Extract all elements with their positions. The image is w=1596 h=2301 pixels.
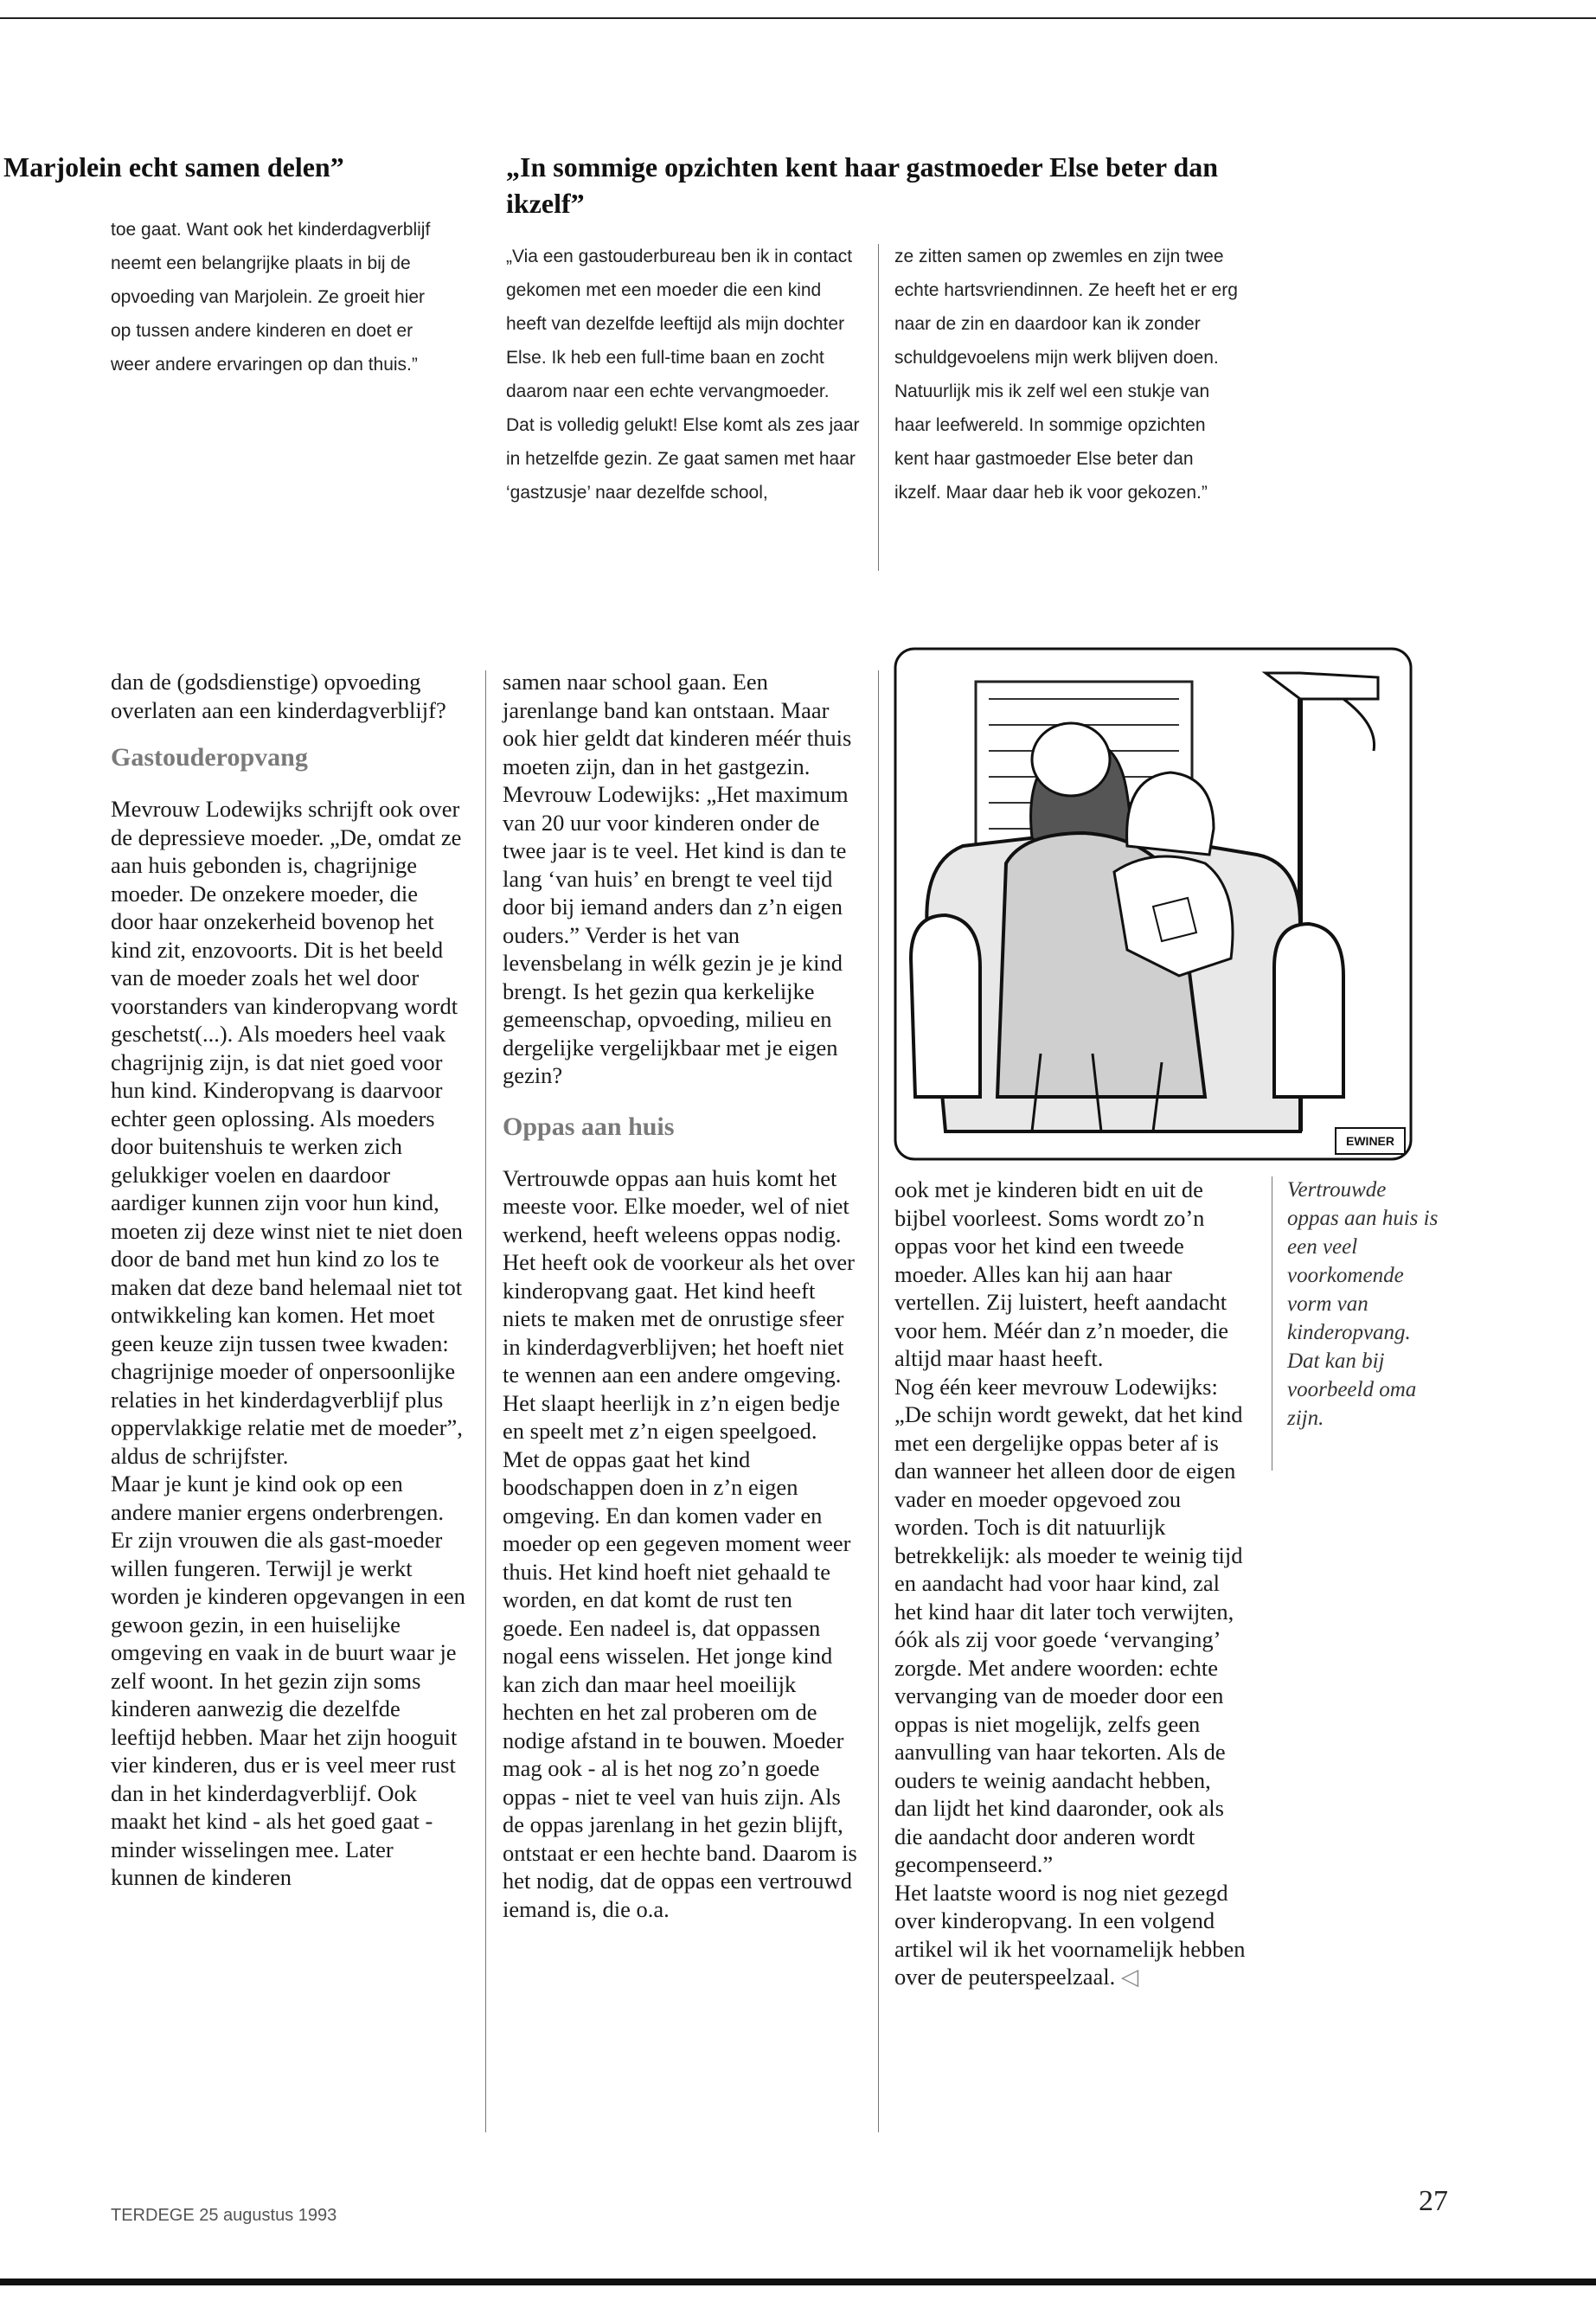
column-divider-2: [878, 670, 879, 2132]
col1-body-2: Maar je kunt je kind ook op een andere manier ergens onderbrengen. Er zijn vrouwen die als gast-moeder willen fungeren. Terwijl je werkt worden je kinderen opgevangen in een gewoon gezin, in een huiselijke omgeving en vaak in de buurt waar je zelf woont. In het gezin zijn soms kinderen aanwezig die dezelfde leeftijd hebben. Maar het zijn hooguit vier kinderen, dus er is veel meer rust dan in het kinderdagverblijf. Ook maakt het kind - als het goed gaat - minder wisselingen mee. Later kunnen de kinderen: [111, 1471, 465, 1890]
article-column-3: [894, 1176, 1249, 1991]
subheading-oppas-aan-huis: Oppas aan huis: [503, 1112, 675, 1141]
footer-publication: TERDEGE 25 augustus 1993: [111, 2206, 337, 2225]
col3-body-3: [894, 1879, 1249, 1991]
quote-divider: [878, 244, 879, 571]
col3-body: ook met je kinderen bidt en uit de bijbel voorleest. Soms wordt zo’n oppas voor het kind een tweede moeder. Alles kan hij aan haar vertellen. Zij luistert, heeft aandacht voor hem. Méér dan z’n moeder, die altijd maar haast heeft.: [894, 1176, 1228, 1371]
end-mark: ◁: [1120, 1964, 1139, 1990]
illustration-drawing: [894, 647, 1413, 1161]
col3-body-3-text: Het laatste woord is nog niet gezegd over kinderopvang. In een volgend artikel wil ik het voornamelijk hebben over de peuterspeelzaal.: [894, 1879, 1246, 1990]
illustration: [894, 647, 1413, 1161]
col3-body-2: Nog één keer mevrouw Lodewijks: „De schijn wordt gewekt, dat het kind met een dergelijke oppas beter af is dan wanneer het alleen door de eigen vader en moeder opgevoed zou worden. Toch is dit natuurlijk betrekkelijk: als moeder te weinig tijd en aandacht had voor haar kind, zal het kind haar dit later toch verwijten, óók als zij voor goede ‘vervanging’ zorgde. Met andere woorden: echte vervanging van de moeder door een oppas is niet mogelijk, zelfs geen aanvulling van haar tekorten. Als de ouders te weinig aandacht hebben, dan lijdt het kind daaronder, ook als die aandacht door anderen wordt gecompenseerd.”: [894, 1373, 1243, 1877]
quote-left: toe gaat. Want ook het kinderdagverblijf neemt een belangrijke plaats in bij de opvoeding van Marjolein. Ze groeit hier op tussen andere kinderen en doet er weer andere ervaringen op dan thuis.”: [111, 220, 431, 375]
col1-intro: dan de (godsdienstige) opvoeding overlaten aan een kinderdagverblijf?: [111, 669, 446, 723]
article-column-2: [503, 668, 857, 1923]
headline-right: „In sommige opzichten kent haar gastmoeder Else beter dan ikzelf”: [506, 151, 1219, 219]
column-divider-1: [485, 670, 486, 2132]
col1-body: Mevrouw Lodewijks schrijft ook over de depressieve moeder. „De, omdat ze aan huis gebonden is, chagrijnige moeder. De onzekere moeder, die door haar onzekerheid bovenop het kind zit, enzovoorts. Dit is het beeld van de moeder zoals het wel door voorstanders van kinderopvang wordt geschetst(...). Als moeders heel vaak chagrijnig zijn, is dat niet goed voor hun kind. Kinderopvang is daarvoor echter geen oplossing. Als moeders door buitenshuis te werken zich gelukkiger voelen en daardoor aardiger kunnen zijn voor hun kind, moeten zij deze winst niet te niet doen door de band met hun kind zo los te maken dat deze band helemaal niet tot ontwikkeling kan komen. Het moet geen keuze zijn tussen twee kwaden: chagrijnige moeder of onpersoonlijke relaties in het kinderdagverblijf plus oppervlakkige relatie met de moeder”, aldus de schrijfster.: [111, 796, 463, 1469]
bottom-rule: [0, 2279, 1596, 2285]
artist-signature: EWINER: [1335, 1127, 1406, 1155]
illustration-caption: Vertrouwde oppas aan huis is een veel voorkomende vorm van kinderopvang. Dat kan bij voorbeeld oma zijn.: [1287, 1178, 1439, 1430]
col2-body: Vertrouwde oppas aan huis komt het meeste voor. Elke moeder, wel of niet werkend, heeft weleens oppas nodig. Het heeft ook de voorkeur als het over kinderopvang gaat. Het kind heeft niets te maken met de onrustige sfeer in kinderdagverblijven; het hoeft niet te wennen aan een andere omgeving. Het slaapt heerlijk in z’n eigen bedje en speelt met z’n eigen speelgoed. Met de oppas gaat het kind boodschappen doen in z’n eigen omgeving. En dan komen vader en moeder op een gegeven moment weer thuis. Het kind hoeft niet gehaald te worden, en dat komt de rust ten goede. Een nadeel is, dat oppassen nogal eens wisselen. Het jonge kind kan zich dan maar heel moeilijk hechten en het zal proberen om de nodige afstand in te bouwen. Moeder mag ook - al is het nog zo’n goede oppas - niet te veel van huis zijn. Als de oppas jarenlang in het gezin blijft, ontstaat er een hechte band. Daarom is het nodig, dat de oppas een vertrouwd iemand is, die o.a.: [503, 1164, 857, 1922]
page-number: 27: [1419, 2185, 1448, 2217]
quote-right: ze zitten samen op zwemles en zijn twee echte hartsvriendinnen. Ze heeft het er erg naar de zin en daardoor kan ik zonder schuldgevoelens mijn werk blijven doen. Natuurlijk mis ik zelf wel een stukje van haar leefwereld. In sommige opzichten kent haar gastmoeder Else beter dan ikzelf. Maar daar heb ik voor gekozen.”: [894, 247, 1238, 503]
article-column-1: [111, 668, 465, 1892]
col2-top: samen naar school gaan. Een jarenlange band kan ontstaan. Maar ook hier geldt dat kinderen méér thuis moeten zijn, dan in het gastgezin. Mevrouw Lodewijks: „Het maximum van 20 uur voor kinderen onder de twee jaar is te veel. Het kind is dan te lang ‘van huis’ en brengt te veel tijd door bij iemand anders dan z’n eigen ouders.” Verder is het van levensbelang in wélk gezin je je kind brengt. Is het gezin qua kerkelijke gemeenschap, opvoeding, milieu en dergelijke vergelijkbaar met je eigen gezin?: [503, 669, 852, 1088]
quote-middle: „Via een gastouderbureau ben ik in contact gekomen met een moeder die een kind heeft van dezelfde leeftijd als mijn dochter Else. Ik heb een full-time baan en zocht daarom naar een echte vervangmoeder. Dat is volledig gelukt! Else komt als zes jaar in hetzelfde gezin. Ze gaat samen met haar ‘gastzusje’ naar dezelfde school,: [506, 247, 860, 503]
subheading-gastouderopvang: Gastouderopvang: [111, 743, 308, 772]
top-rule: [0, 17, 1596, 19]
headline-left: Marjolein echt samen delen”: [3, 151, 344, 183]
